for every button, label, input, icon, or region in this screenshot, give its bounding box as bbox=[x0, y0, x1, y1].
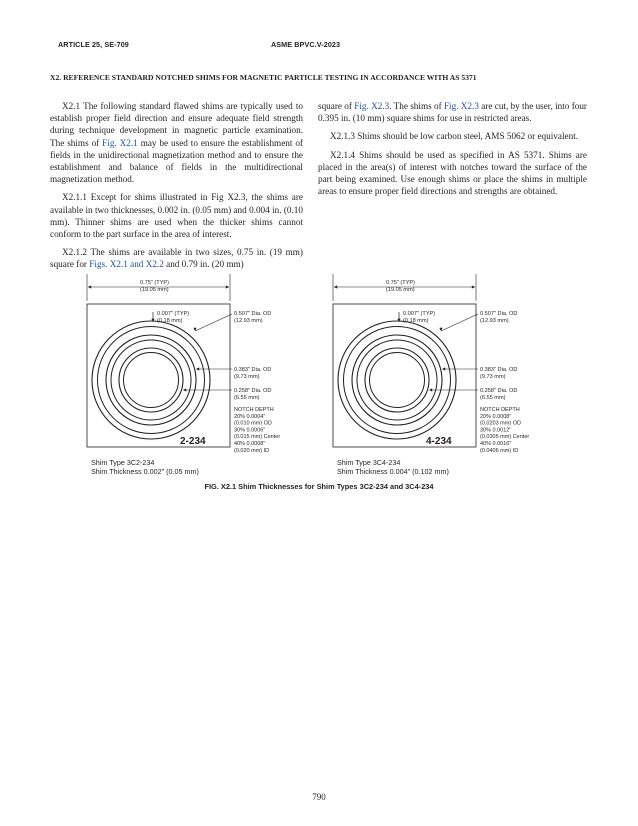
outer-diameter-label-mm: (12.93 mm) bbox=[234, 318, 263, 324]
shim-thickness-label: Shim Thickness 0.004" (0.102 mm) bbox=[337, 467, 449, 476]
middle-diameter-label: 0.383" Dia. OD bbox=[480, 367, 518, 373]
notch-depth-text: (0.010 mm) OD bbox=[234, 420, 272, 427]
leader-arrow bbox=[429, 388, 432, 391]
notch-ring bbox=[344, 327, 451, 434]
notch-depth-text: NOTCH DEPTH bbox=[234, 407, 274, 413]
inner-diameter-label-mm: (6.55 mm) bbox=[234, 395, 260, 401]
running-header-code: ASME BPVC.V-2023 bbox=[271, 40, 341, 49]
notch-depth-text: 40% 0.0008" bbox=[234, 441, 266, 447]
page-number: 790 bbox=[312, 792, 326, 802]
shim-type-label: Shim Type 3C4-234 bbox=[337, 458, 401, 467]
middle-diameter-label-mm: (9.73 mm) bbox=[234, 374, 260, 380]
shim-id-mark: 4-234 bbox=[426, 436, 452, 447]
notch-depth-text: (0.0406 mm) ID bbox=[480, 447, 519, 454]
notch-depth-text: (0.0305 mm) Center bbox=[480, 434, 530, 441]
outer-diameter-label: 0.507" Dia. OD bbox=[234, 311, 272, 317]
notch-width-label-mm: (0.18 mm) bbox=[403, 318, 429, 324]
dimension-arrow bbox=[226, 285, 229, 288]
width-label: 0.75" (TYP) bbox=[386, 280, 416, 286]
paragraph-text: are cut, by the user, into four 0.395 in. (10 mm) square shims for use in restricted areas. bbox=[318, 101, 587, 124]
paragraph-x2-1 bbox=[50, 100, 303, 185]
paragraph-text-continued: and 0.79 in. (20 mm) bbox=[163, 259, 244, 270]
paragraph-x2-1-4: X2.1.4 Shims should be used as specified in AS 5371. Shims are placed in the area(s) of interest with notches toward the surface of the part being examined. Use enough shims or place the shims in multiple areas to ensure proper field directions and strengths are obtained. bbox=[318, 149, 587, 197]
width-label-mm: (19.05 mm) bbox=[386, 287, 415, 293]
paragraph-text: X2.1 The following standard flawed shims are typically used to establish proper field direction and ensure adequate field strength during technique development in magnetic particle examination. The shims of bbox=[50, 101, 303, 148]
dimension-arrow bbox=[472, 285, 475, 288]
inner-diameter-label: 0.258" Dia. OD bbox=[480, 388, 518, 394]
dimension-arrow bbox=[88, 285, 91, 288]
paragraph-text: may be used to ensure the establishment of fields in the unidirectional magnetization method and to ensure the establishment and balance of fields in the multidirectional magnetization method. bbox=[50, 137, 303, 185]
notch-width-label: 0.007" (TYP) bbox=[403, 311, 436, 317]
paragraph-text: X2.1.2 The shims are available in two sizes, 0.75 in. (19 mm) square for bbox=[50, 247, 303, 270]
width-label-mm: (19.05 mm) bbox=[140, 287, 169, 293]
notch-depth-text: 20% 0.0008" bbox=[480, 413, 512, 420]
middle-diameter-label: 0.383" Dia. OD bbox=[234, 367, 272, 373]
figure-link[interactable]: Fig. X2.3 bbox=[443, 101, 479, 111]
shim-outline bbox=[333, 304, 476, 447]
section-title: X2. REFERENCE STANDARD NOTCHED SHIMS FOR MAGNETIC PARTICLE TESTING IN ACCORDANCE WITH AS 5371 bbox=[50, 73, 477, 82]
shim-outline bbox=[87, 304, 230, 447]
paragraph-x2-1-1: X2.1.1 Except for shims illustrated in Fig X2.3, the shims are available in two thicknesses, 0.002 in. (0.05 mm) and 0.004 in. (0.10 mm). Thinner shims are used when the thicker shims cannot conform to the part surface in the area of interest. bbox=[50, 192, 303, 240]
notch-ring bbox=[365, 348, 429, 412]
outer-diameter-label-mm: (12.93 mm) bbox=[480, 318, 509, 324]
leader-arrow bbox=[183, 388, 186, 391]
notch-depth-text: 30% 0.0006" bbox=[234, 427, 266, 434]
figure-link[interactable]: Fig. X2.3 bbox=[354, 101, 390, 111]
notch-ring bbox=[98, 327, 205, 434]
figure-caption: FIG. X2.1 Shim Thicknesses for Shim Types 3C2-234 and 3C4-234 bbox=[204, 482, 434, 491]
leader-arrow bbox=[196, 367, 199, 370]
notch-ring bbox=[119, 348, 183, 412]
notch-ring bbox=[338, 321, 456, 439]
notch-ring bbox=[92, 321, 210, 439]
notch-depth-text: 30% 0.0012" bbox=[480, 427, 512, 434]
notch-width-label: 0.007" (TYP) bbox=[157, 311, 190, 317]
leader-line bbox=[195, 314, 232, 331]
paragraph-x2-1-3: X2.1.3 Shims should be low carbon steel, AMS 5062 or equivalent. bbox=[330, 131, 579, 142]
notch-depth-text: (0.020 mm) ID bbox=[234, 447, 270, 454]
inner-diameter-label-mm: (6.55 mm) bbox=[480, 395, 506, 401]
paragraph-text: square of bbox=[318, 101, 355, 111]
notch-width-label-mm: (0.18 mm) bbox=[157, 318, 183, 324]
notch-depth-text: 40% 0.0016" bbox=[480, 441, 512, 447]
shim-thickness-label: Shim Thickness 0.002" (0.05 mm) bbox=[91, 467, 199, 476]
figure-x2-1 bbox=[83, 270, 558, 480]
dimension-arrow bbox=[334, 285, 337, 288]
middle-diameter-label-mm: (9.73 mm) bbox=[480, 374, 506, 380]
text-column-left bbox=[50, 100, 303, 277]
notch-depth-text: (0.015 mm) Center bbox=[234, 434, 281, 441]
paragraph-x2-1-2 bbox=[50, 246, 303, 270]
shim-id-mark: 2-234 bbox=[180, 436, 206, 447]
figure-link[interactable]: Figs. X2.1 and X2.2 bbox=[89, 259, 164, 270]
shim-type-label: Shim Type 3C2-234 bbox=[91, 458, 155, 467]
notch-depth-text: (0.0203 mm) OD bbox=[480, 420, 521, 427]
figure-link[interactable]: Fig. X2.1 bbox=[102, 137, 138, 148]
inner-diameter-label: 0.258" Dia. OD bbox=[234, 388, 272, 394]
running-header-article: ARTICLE 25, SE-709 bbox=[58, 40, 129, 49]
paragraph-x2-1-2-continued bbox=[318, 100, 587, 124]
shim-drawings bbox=[83, 270, 558, 480]
notch-depth-text: NOTCH DEPTH bbox=[480, 407, 520, 413]
leader-arrow bbox=[442, 367, 445, 370]
leader-line bbox=[441, 314, 478, 331]
notch-ring bbox=[370, 353, 425, 408]
notch-ring bbox=[124, 353, 179, 408]
width-label: 0.75" (TYP) bbox=[140, 280, 170, 286]
text-column-right bbox=[318, 100, 587, 203]
outer-diameter-label: 0.507" Dia. OD bbox=[480, 311, 518, 317]
notch-depth-text: 20% 0.0004" bbox=[234, 413, 266, 420]
paragraph-text: . The shims of bbox=[389, 101, 444, 111]
